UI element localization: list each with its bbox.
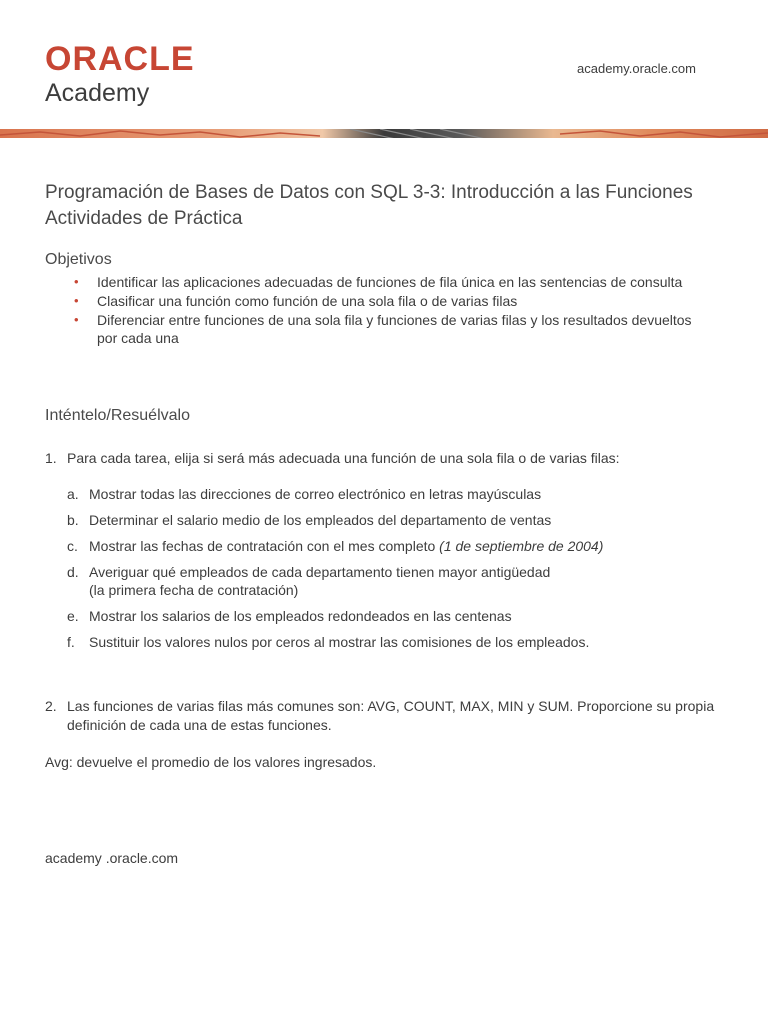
objectives-heading: Objetivos xyxy=(45,251,112,268)
oracle-academy-logo xyxy=(45,42,195,108)
question-text: Las funciones de varias filas más comunes son: AVG, COUNT, MAX, MIN y SUM. Proporcione su propia definición de cada una de estas funciones. xyxy=(67,698,715,733)
task-text: Mostrar todas las direcciones de correo electrónico en letras mayúsculas xyxy=(89,486,542,502)
decorative-banner xyxy=(0,127,768,138)
task-text: Mostrar los salarios de los empleados redondeados en las centenas xyxy=(89,608,512,624)
bullet-icon: • xyxy=(74,312,79,327)
question-number: 2. xyxy=(45,698,57,714)
task-letter: e. xyxy=(67,608,79,624)
task-letter: d. xyxy=(67,564,79,580)
try-heading: Inténtelo/Resuélvalo xyxy=(45,407,190,424)
bullet-icon: • xyxy=(74,293,79,308)
question-1 xyxy=(45,449,735,468)
task-text: Sustituir los valores nulos por ceros al mostrar las comisiones de los empleados. xyxy=(89,634,590,650)
logo-sub: Academy xyxy=(45,79,150,107)
objective-item: • Diferenciar entre funciones de una sola fila y funciones de varias filas y los resultados devueltos por cada una xyxy=(74,312,692,346)
question-text: Para cada tarea, elija si será más adecuada una función de una sola fila o de varias filas: xyxy=(67,450,620,466)
banner-pattern xyxy=(0,129,768,138)
task-item xyxy=(45,537,685,555)
task-text: Determinar el salario medio de los empleados del departamento de ventas xyxy=(89,512,552,528)
task-text: Mostrar las fechas de contratación con el mes completo xyxy=(89,538,440,554)
task-list xyxy=(45,485,685,651)
question-number: 1. xyxy=(45,450,57,466)
task-letter: f. xyxy=(67,634,75,650)
task-letter: b. xyxy=(67,512,79,528)
task-item xyxy=(45,607,685,625)
objective-item: • Identificar las aplicaciones adecuadas de funciones de fila única en las sentencias de consulta xyxy=(74,274,683,290)
task-text: Averiguar qué empleados de cada departamento tienen mayor antigüedad xyxy=(89,564,551,580)
footer-url: academy .oracle.com xyxy=(45,850,179,866)
bullet-icon: • xyxy=(74,274,79,289)
header-url: academy.oracle.com xyxy=(577,61,696,76)
task-item xyxy=(45,511,685,529)
objectives-list xyxy=(45,273,705,348)
task-letter: a. xyxy=(67,486,79,502)
task-letter: c. xyxy=(67,538,78,554)
task-note: (la primera fecha de contratación) xyxy=(89,582,299,598)
answer-text: Avg: devuelve el promedio de los valores ingresados. xyxy=(45,754,377,770)
task-item xyxy=(45,633,685,651)
question-2 xyxy=(45,697,735,735)
logo-brand: ORACLE xyxy=(45,40,195,78)
document-title: Programación de Bases de Datos con SQL 3-3: Introducción a las Funciones Actividades de Práctica xyxy=(45,182,693,229)
objective-item: • Clasificar una función como función de una sola fila o de varias filas xyxy=(74,293,518,309)
task-item xyxy=(45,563,685,599)
task-example: (1 de septiembre de 2004) xyxy=(439,538,604,554)
task-item xyxy=(45,485,685,503)
